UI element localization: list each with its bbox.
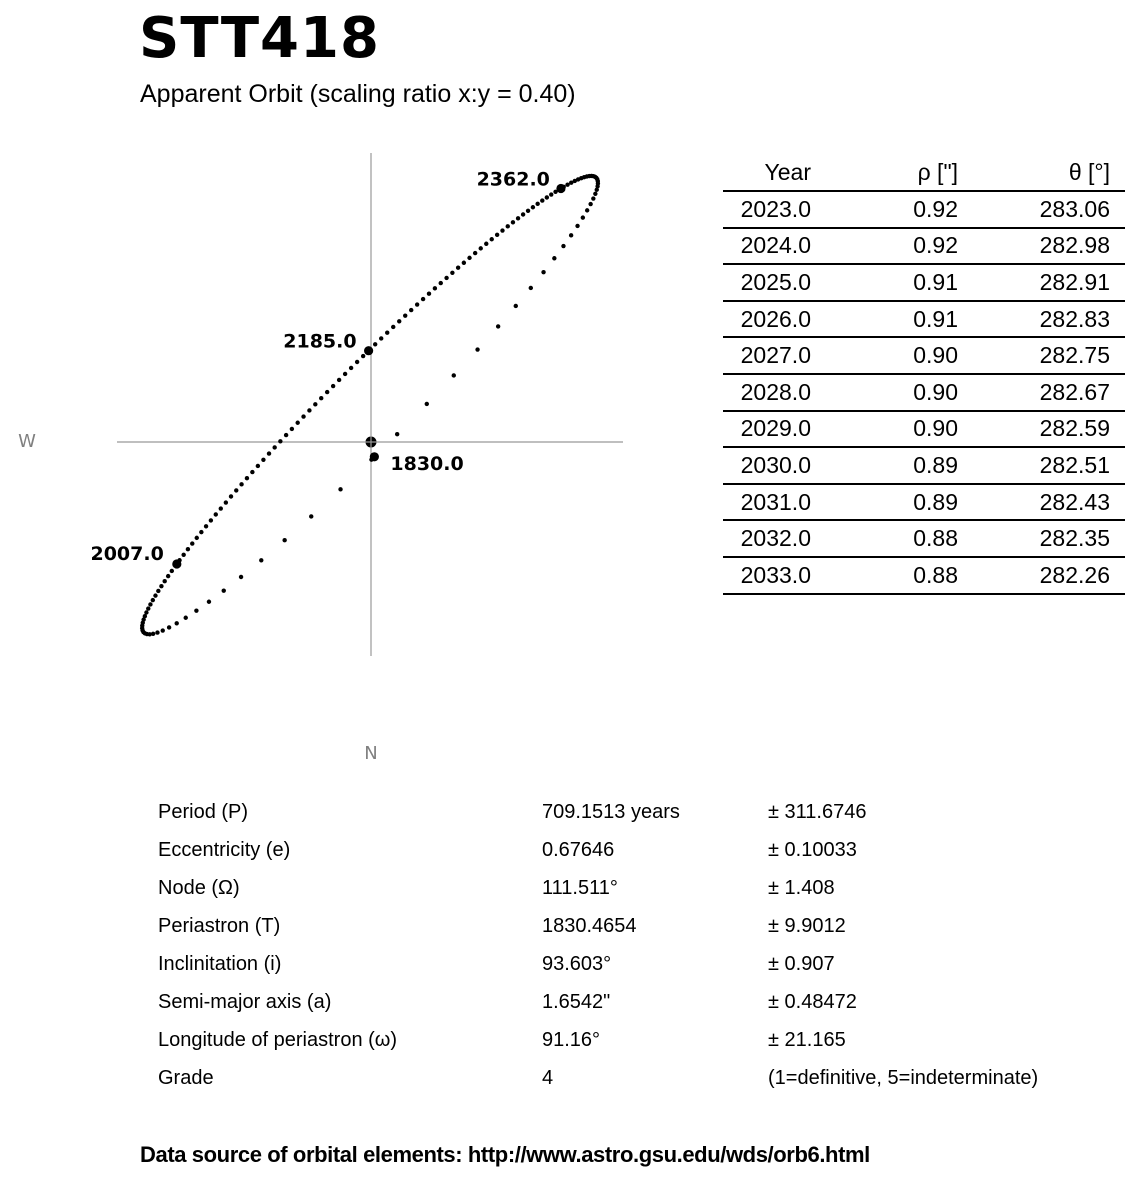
year-cell: 2032.0 (723, 520, 811, 557)
orbit-dot (403, 313, 407, 317)
element-error: ± 21.165 (768, 1028, 846, 1051)
orbital-element-row (158, 793, 1038, 831)
orbit-dot (496, 324, 500, 328)
orbit-dot (581, 215, 585, 219)
orbit-dot (159, 584, 163, 588)
orbit-dot (156, 589, 160, 593)
element-error: ± 1.408 (768, 876, 835, 899)
element-value: 4 (542, 1066, 554, 1089)
theta-cell: 282.35 (958, 520, 1125, 557)
orbit-dot (337, 378, 341, 382)
orbit-dot (391, 325, 395, 329)
orbit-dot (239, 482, 243, 486)
orbit-dot (272, 445, 276, 449)
orbit-dot (588, 202, 592, 206)
orbit-dot (194, 608, 198, 612)
orbit-plot (0, 0, 700, 790)
ephemeris-row (723, 191, 1125, 228)
epoch-label-2362.0: 2362.0 (476, 168, 550, 191)
theta-cell: 282.26 (958, 557, 1125, 594)
orbit-dot (209, 518, 213, 522)
orbit-dot (452, 373, 456, 377)
orbit-dot (545, 195, 549, 199)
orbit-dot (475, 347, 479, 351)
orbital-element-row (158, 869, 1038, 907)
rho-cell: 0.90 (811, 411, 958, 448)
element-error: ± 311.6746 (768, 800, 867, 823)
ephemeris-row (723, 301, 1125, 338)
orbit-dot (593, 192, 597, 196)
year-cell: 2029.0 (723, 411, 811, 448)
orbit-dot (395, 432, 399, 436)
rho-cell: 0.91 (811, 264, 958, 301)
orbit-dot (256, 464, 260, 468)
ephemeris-row (723, 557, 1125, 594)
orbit-dot (224, 500, 228, 504)
orbit-dot (153, 593, 157, 597)
element-error: (1=definitive, 5=indeterminate) (768, 1066, 1039, 1089)
theta-cell: 282.59 (958, 411, 1125, 448)
orbit-dot (495, 233, 499, 237)
element-label: Node (Ω) (158, 876, 240, 899)
orbit-dot (301, 414, 305, 418)
orbit-dot (170, 569, 174, 573)
orbit-dot (161, 628, 165, 632)
orbit-dot (444, 276, 448, 280)
orbital-element-row (158, 983, 1038, 1021)
orbit-dot (529, 286, 533, 290)
year-cell: 2024.0 (723, 228, 811, 265)
orbit-dot (595, 188, 599, 192)
orbit-dot (343, 372, 347, 376)
orbit-dot (234, 488, 238, 492)
orbit-dot (290, 427, 294, 431)
theta-cell: 282.83 (958, 301, 1125, 338)
orbit-dot (373, 342, 377, 346)
orbit-dot (295, 421, 299, 425)
rho-cell: 0.88 (811, 557, 958, 594)
orbit-dot (456, 266, 460, 270)
orbit-dot (433, 286, 437, 290)
rho-cell: 0.90 (811, 337, 958, 374)
orbit-dot (379, 336, 383, 340)
element-error: ± 9.9012 (768, 914, 846, 937)
orbit-dot (484, 242, 488, 246)
orbit-dot (144, 610, 148, 614)
element-value: 93.603° (542, 952, 612, 975)
element-value: 91.16° (542, 1028, 601, 1051)
orbit-dot (349, 366, 353, 370)
epoch-marker-2362.0 (556, 184, 565, 193)
orbit-dot (307, 408, 311, 412)
orbit-dot (239, 575, 243, 579)
orbit-dot (259, 558, 263, 562)
rho-cell: 0.90 (811, 374, 958, 411)
orbit-dot (319, 396, 323, 400)
orbit-dot (490, 237, 494, 241)
year-cell: 2025.0 (723, 264, 811, 301)
orbit-dot (167, 625, 171, 629)
theta-cell: 282.98 (958, 228, 1125, 265)
orbit-dot (325, 390, 329, 394)
orbit-dot (421, 297, 425, 301)
orbit-dot (338, 487, 342, 491)
orbit-dot (163, 579, 167, 583)
orbital-element-row (158, 831, 1038, 869)
orbit-dot (409, 308, 413, 312)
element-value: 0.67646 (542, 838, 615, 861)
orbit-dot (531, 205, 535, 209)
ephemeris-header-2: θ [°] (958, 155, 1125, 191)
ephemeris-row (723, 484, 1125, 521)
orbit-dot (500, 228, 504, 232)
ephemeris-row (723, 447, 1125, 484)
orbit-dot (479, 246, 483, 250)
epoch-label-2007.0: 2007.0 (90, 543, 164, 565)
orbit-dot (439, 281, 443, 285)
theta-cell: 282.51 (958, 447, 1125, 484)
orbit-dot (450, 271, 454, 275)
rho-cell: 0.92 (811, 228, 958, 265)
orbit-dot (575, 224, 579, 228)
orbit-dot (427, 292, 431, 296)
orbit-dot (361, 354, 365, 358)
data-source-note: Data source of orbital elements: http://www.astro.gsu.edu/wds/orb6.html (140, 1142, 870, 1167)
ephemeris-header-1: ρ ["] (811, 155, 958, 191)
orbit-dot (284, 433, 288, 437)
orbit-dot (229, 494, 233, 498)
ephemeris-row (723, 264, 1125, 301)
theta-cell: 282.67 (958, 374, 1125, 411)
orbit-dot (181, 553, 185, 557)
orbit-dot (155, 630, 159, 634)
epoch-label-1830.0: 1830.0 (390, 452, 464, 475)
orbit-dot (514, 304, 518, 308)
element-value: 1830.4654 (542, 914, 637, 937)
ephemeris-row (723, 411, 1125, 448)
orbit-dot (506, 224, 510, 228)
ephemeris-header-row (723, 155, 1125, 191)
year-cell: 2027.0 (723, 337, 811, 374)
element-error: ± 0.907 (768, 952, 835, 975)
orbit-dot (526, 209, 530, 213)
element-label: Eccentricity (e) (158, 838, 291, 861)
orbit-dot (467, 256, 471, 260)
page-title: STT418 (139, 6, 380, 71)
orbit-dot (569, 233, 573, 237)
ephemeris-row (723, 337, 1125, 374)
ephemeris-table (723, 155, 1125, 595)
north-direction-label: N (364, 743, 378, 764)
orbit-dot (331, 384, 335, 388)
ephemeris-row (723, 374, 1125, 411)
element-label: Grade (158, 1066, 214, 1089)
element-label: Periastron (T) (158, 914, 281, 937)
orbit-dot (516, 216, 520, 220)
year-cell: 2023.0 (723, 191, 811, 228)
orbit-dot (552, 256, 556, 260)
element-label: Longitude of periastron (ω) (158, 1028, 398, 1051)
year-cell: 2028.0 (723, 374, 811, 411)
orbit-dot (585, 208, 589, 212)
orbit-dot (511, 220, 515, 224)
orbit-dot (385, 331, 389, 335)
element-value: 709.1513 years (542, 800, 680, 823)
orbit-dot (267, 451, 271, 455)
orbit-dot (199, 530, 203, 534)
rho-cell: 0.89 (811, 484, 958, 521)
rho-cell: 0.89 (811, 447, 958, 484)
epoch-marker-1830.0 (370, 452, 379, 461)
orbit-dot (151, 598, 155, 602)
orbit-dot (261, 458, 265, 462)
orbital-element-row (158, 1059, 1038, 1097)
orbit-dot (355, 360, 359, 364)
orbit-dot (250, 470, 254, 474)
theta-cell: 282.43 (958, 484, 1125, 521)
orbit-dot (521, 212, 525, 216)
theta-cell: 282.75 (958, 337, 1125, 374)
element-label: Period (P) (158, 800, 249, 823)
year-cell: 2031.0 (723, 484, 811, 521)
epoch-label-2185.0: 2185.0 (283, 330, 357, 353)
orbital-element-row (158, 1021, 1038, 1059)
ephemeris-row (723, 228, 1125, 265)
element-value: 1.6542" (542, 990, 611, 1013)
orbit-dot (313, 402, 317, 406)
orbit-dot (195, 536, 199, 540)
orbit-dot (148, 602, 152, 606)
orbit-dot (309, 514, 313, 518)
orbit-dot (190, 541, 194, 545)
element-error: ± 0.48472 (768, 990, 857, 1013)
orbit-dot (535, 202, 539, 206)
orbit-dot (278, 439, 282, 443)
epoch-marker-2185.0 (364, 346, 373, 355)
orbital-elements-list (158, 793, 1038, 1097)
orbital-element-row (158, 945, 1038, 983)
orbit-dot (204, 524, 208, 528)
orbit-dot (175, 621, 179, 625)
orbit-dot (214, 512, 218, 516)
orbit-dot (186, 547, 190, 551)
ephemeris-header-0: Year (723, 155, 811, 191)
epoch-marker-2007.0 (172, 559, 181, 568)
theta-cell: 282.91 (958, 264, 1125, 301)
element-label: Semi-major axis (a) (158, 990, 332, 1013)
rho-cell: 0.92 (811, 191, 958, 228)
rho-cell: 0.91 (811, 301, 958, 338)
orbit-dot (473, 251, 477, 255)
rho-cell: 0.88 (811, 520, 958, 557)
orbit-dot (540, 198, 544, 202)
orbit-dot (184, 616, 188, 620)
orbit-dot (219, 506, 223, 510)
element-value: 111.511° (542, 876, 618, 899)
orbital-element-row (158, 907, 1038, 945)
orbit-dot (415, 302, 419, 306)
orbit-dot (397, 319, 401, 323)
element-label: Inclinitation (i) (158, 952, 282, 975)
orbit-dot (462, 261, 466, 265)
orbit-dot (591, 196, 595, 200)
element-error: ± 0.10033 (768, 838, 857, 861)
west-direction-label: W (18, 431, 36, 452)
orbit-dot (222, 588, 226, 592)
orbit-dot (541, 270, 545, 274)
ephemeris-row (723, 520, 1125, 557)
year-cell: 2033.0 (723, 557, 811, 594)
orbit-dot (561, 244, 565, 248)
theta-cell: 283.06 (958, 191, 1125, 228)
orbit-dot (245, 476, 249, 480)
page-subtitle: Apparent Orbit (scaling ratio x:y = 0.40) (140, 80, 576, 108)
orbit-dot (549, 192, 553, 196)
year-cell: 2026.0 (723, 301, 811, 338)
orbit-dot (207, 600, 211, 604)
orbit-dot (282, 538, 286, 542)
orbit-dot (146, 606, 150, 610)
year-cell: 2030.0 (723, 447, 811, 484)
orbit-dot (166, 574, 170, 578)
orbit-dot (425, 402, 429, 406)
